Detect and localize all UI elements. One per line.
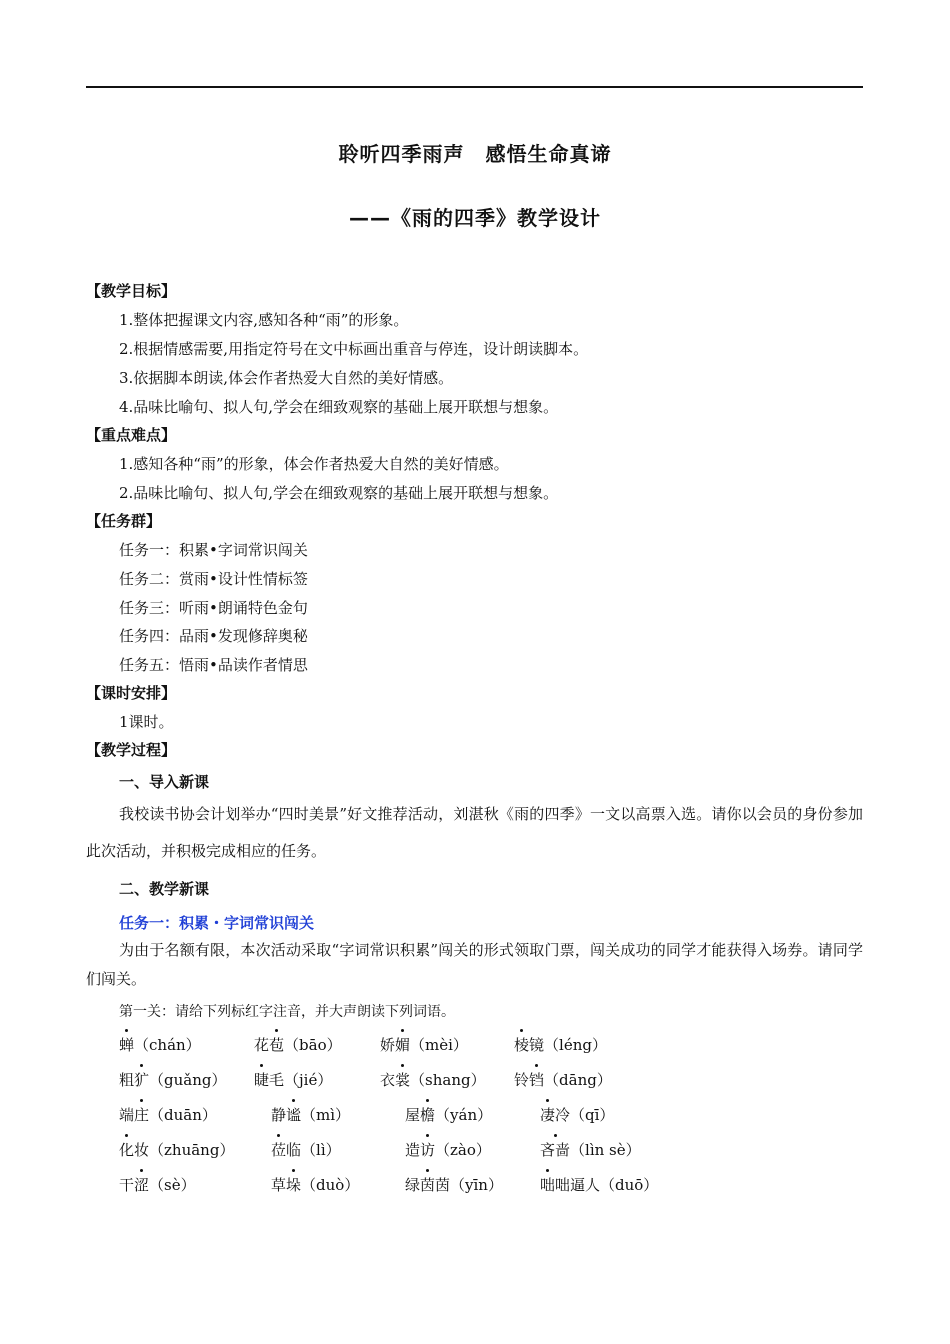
task-item: 任务一：积累•字词常识闯关 [119,541,308,559]
objective-item: 3.依据脚本朗读,体会作者热爱大自然的美好情感。 [119,369,454,387]
task-item: 任务三：听雨•朗诵特色金句 [119,599,308,617]
level1-instruction: 第一关：请给下列标红字注音，并大声朗读下列词语。 [119,1004,455,1020]
header-rule [86,86,863,88]
vocab-item: 娇媚（mèi） [380,1036,468,1054]
vocab-item: 端庄（duān） [119,1106,217,1124]
vocab-item: 造访（zào） [405,1141,491,1159]
objective-item: 1.整体把握课文内容,感知各种“雨”的形象。 [119,311,409,329]
task-item: 任务四：品雨•发现修辞奥秘 [119,627,308,645]
page-subtitle: ——《雨的四季》教学设计 [349,206,601,230]
vocab-item: 绿茵茵（yīn） [405,1176,503,1194]
key-point-item: 2.品味比喻句、拟人句,学会在细致观察的基础上展开联想与想象。 [119,484,559,502]
key-points-heading: 【重点难点】 [86,426,177,444]
tasks-heading: 【任务群】 [86,512,162,530]
task-item: 任务五：悟雨•品读作者情思 [119,656,308,674]
section-new-lesson-heading: 二、教学新课 [119,880,210,898]
vocab-item: 凄冷（qī） [540,1106,615,1124]
vocab-item: 粗犷（guǎng） [119,1071,227,1089]
vocab-item: 蝉（chán） [119,1036,201,1054]
task1-intro: 为由于名额有限，本次活动采取“字词常识积累”闯关的形式领取门票，闯关成功的同学才能获得入场券。请同学们闯关。 [86,941,863,988]
vocab-item: 花苞（bāo） [254,1036,342,1054]
vocab-item: 咄咄逼人（duō） [540,1176,659,1194]
vocab-item: 草垛（duò） [271,1176,360,1194]
vocab-item: 棱镜（léng） [514,1036,607,1054]
vocab-item: 睫毛（jié） [254,1071,333,1089]
process-heading: 【教学过程】 [86,741,177,759]
section-intro-heading: 一、导入新课 [119,773,210,791]
schedule-text: 1课时。 [119,713,174,731]
key-point-item: 1.感知各种“雨”的形象，体会作者热爱大自然的美好情感。 [119,455,509,473]
task-item: 任务二：赏雨•设计性情标签 [119,570,308,588]
vocab-item: 化妆（zhuāng） [119,1141,235,1159]
objective-item: 4.品味比喻句、拟人句,学会在细致观察的基础上展开联想与想象。 [119,398,559,416]
vocab-item: 静谧（mì） [271,1106,351,1124]
vocab-item: 屋檐（yán） [405,1106,493,1124]
vocab-item: 莅临（lì） [271,1141,341,1159]
schedule-heading: 【课时安排】 [86,684,177,702]
page-title: 聆听四季雨声 感悟生命真谛 [338,142,612,166]
vocab-item: 衣裳（shang） [380,1071,486,1089]
task1-title: 任务一：积累・字词常识闯关 [119,914,315,932]
vocab-item: 干涩（sè） [119,1176,196,1194]
objectives-heading: 【教学目标】 [86,282,177,300]
intro-paragraph: 我校读书协会计划举办“四时美景”好文推荐活动，刘湛秋《雨的四季》一文以高票入选。请你以会员的身份参加此次活动，并积极完成相应的任务。 [86,805,863,860]
vocab-item: 吝啬（lìn sè） [540,1141,641,1159]
objective-item: 2.根据情感需要,用指定符号在文中标画出重音与停连，设计朗读脚本。 [119,340,589,358]
vocab-item: 铃铛（dāng） [514,1071,612,1089]
